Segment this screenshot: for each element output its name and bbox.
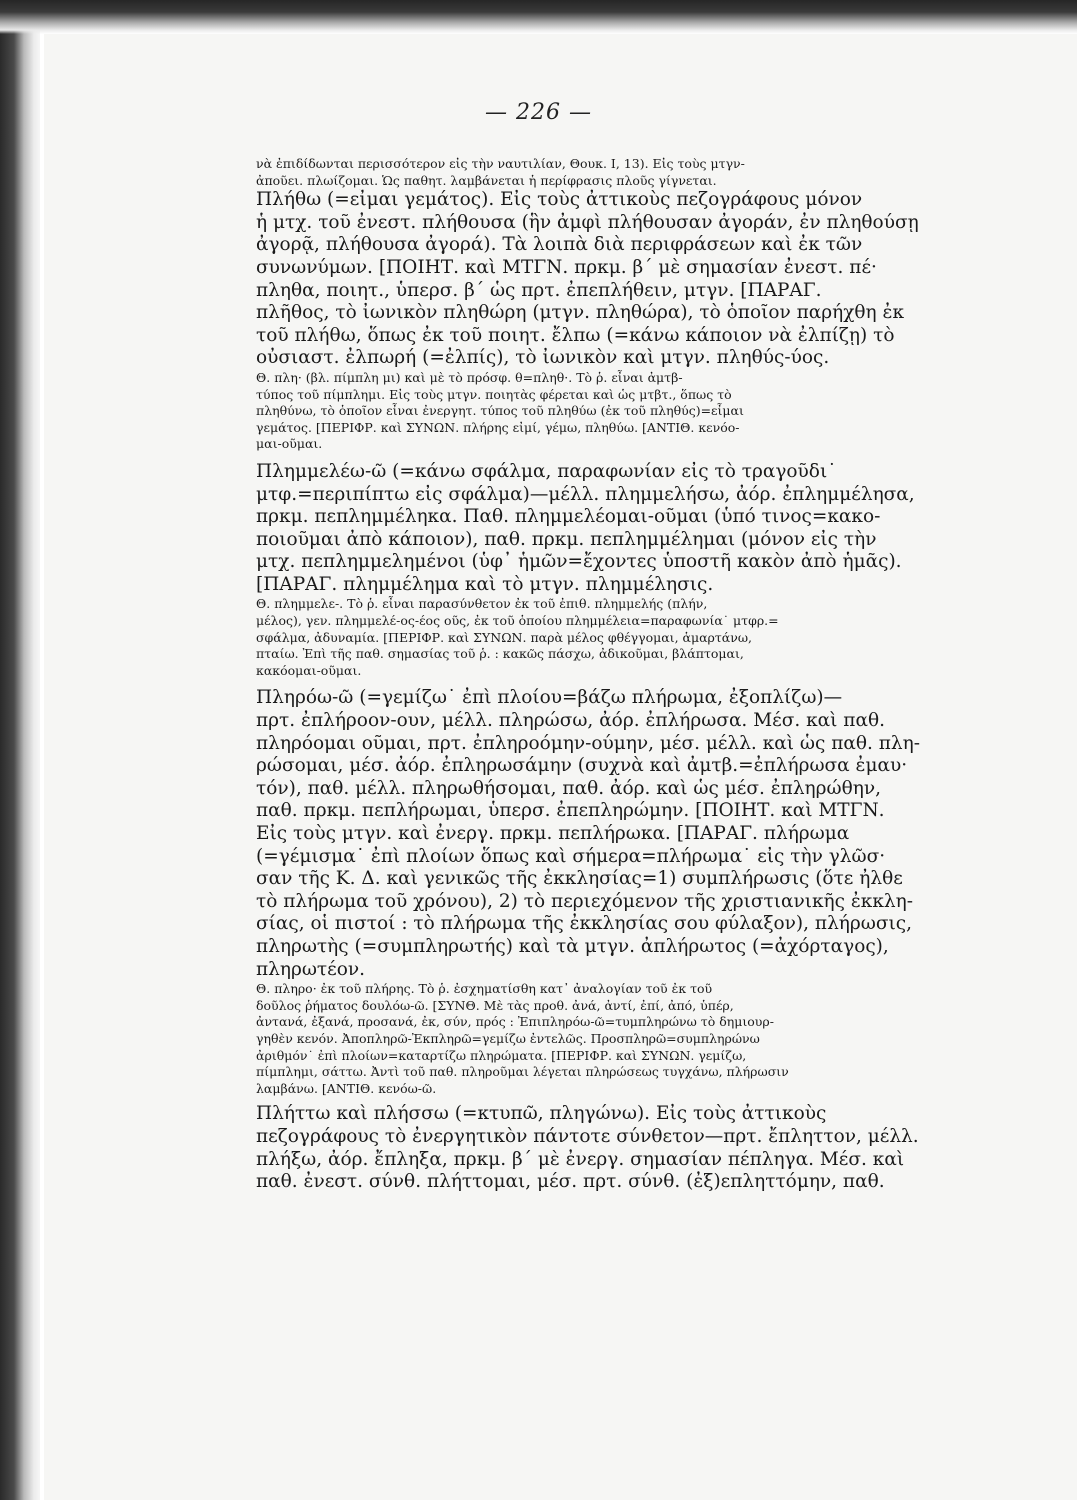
text-line: πληρωτὴς (=συμπληρωτής) καὶ τὰ μτγν. ἀπλήρωτος (=ἀχόρταγος), [256, 935, 889, 957]
text-line: πεζογράφους τὸ ἐνεργητικὸν πάντοτε σύνθετον—πρτ. ἔπληττον, μέλλ. [256, 1125, 919, 1147]
text-line: ἀντανά, ἐξανά, προσανά, ἐκ, σύν, πρός : Ἐπιπληρόω-ῶ=τυμπληρώνω τὸ δημιουρ- [256, 1014, 774, 1030]
text-line: πρκμ. πεπλημμέληκα. Παθ. πλημμελέομαι-οῦμαι (ὑπό τινος=κακο- [256, 506, 881, 528]
page-number: — 226 — [485, 100, 592, 125]
text-line: ποιοῦμαι ἀπὸ κάποιον), παθ. πρκμ. πεπλημμέλημαι (μόνον εἰς τὴν [256, 528, 877, 550]
text-line: πληθύνω, τὸ ὁποῖον εἶναι ἐνεργητ. τύπος τοῦ πληθύω (ἐκ τοῦ πληθύς)=εἶμαι [256, 403, 744, 419]
text-line: γεμάτος. [ΠΕΡΙΦΡ. καὶ ΣΥΝΩΝ. πλήρης εἰμί, γέμω, πληθύω. [ΑΝΤΙΘ. κενόο- [256, 419, 740, 435]
text-line: Πληρόω-ῶ (=γεμίζω˙ ἐπὶ πλοίου=βάζω πλήρωμα, ἐξοπλίζω)— [256, 687, 843, 709]
text-line: Θ. πληρο· ἐκ τοῦ πλήρης. Τὸ ῥ. ἐσχηματίσθη κατ᾽ ἀναλογίαν τοῦ ἐκ τοῦ [256, 981, 713, 997]
text-line: πταίω. Ἐπὶ τῆς παθ. σημασίας τοῦ ῥ. : κακῶς πάσχω, ἀδικοῦμαι, βλάπτομαι, [256, 646, 744, 662]
text-line: πληρόομαι οῦμαι, πρτ. ἐπληροόμην-ούμην, μέσ. μέλλ. καὶ ὡς παθ. πλη- [256, 732, 920, 754]
text-line: Πλήθω (=εἶμαι γεμάτος). Εἰς τοὺς ἀττικοὺς πεζογράφους μόνον [256, 189, 863, 211]
text-line: Πλήττω καὶ πλήσσω (=κτυπῶ, πληγώνω). Εἰς τοὺς ἀττικοὺς [256, 1103, 827, 1125]
text-line: μτχ. πεπλημμελημένοι (ὑφ᾽ ἡμῶν=ἔχοντες ὑποστῆ κακὸν ἀπὸ ἡμᾶς). [256, 551, 902, 573]
text-line: κακόομαι-οῦμαι. [256, 662, 362, 678]
text-line: (=γέμισμα˙ ἐπὶ πλοίων ὅπως καὶ σήμερα=πλήρωμα˙ εἰς τὴν γλῶσ· [256, 845, 886, 867]
text-line: ἀριθμόν˙ ἐπὶ πλοίων=καταρτίζω πληρώματα. [ΠΕΡΙΦΡ. καὶ ΣΥΝΩΝ. γεμίζω, [256, 1047, 747, 1063]
entry-spacer [256, 679, 1072, 687]
text-line: πρτ. ἐπλήροον-ουν, μέλλ. πληρώσω, ἀόρ. ἐπλήρωσα. Μέσ. καὶ παθ. [256, 710, 885, 732]
text-line: πληθα, ποιητ., ὑπερσ. β΄ ὡς πρτ. ἐπεπλήθειν, μτγν. [ΠΑΡΑΓ. [256, 279, 822, 301]
text-line: [ΠΑΡΑΓ. πλημμέλημα καὶ τὸ μτγν. πλημμέλησις. [256, 573, 714, 595]
text-line: Εἰς τοὺς μτγν. καὶ ἐνεργ. πρκμ. πεπλήρωκα. [ΠΑΡΑΓ. πλήρωμα [256, 823, 850, 844]
text-line: πλῆθος, τὸ ἰωνικὸν πληθώρη (μτγν. πληθώρα), τὸ ὁποῖον παρήχθη ἐκ [256, 302, 905, 324]
text-line: ἀγορᾷ, πλήθουσα ἀγορά). Τὰ λοιπὰ διὰ περιφράσεων καὶ ἐκ τῶν [256, 234, 863, 256]
text-line: σφάλμα, ἀδυναμία. [ΠΕΡΙΦΡ. καὶ ΣΥΝΩΝ. παρὰ μέλος φθέγγομαι, ἁμαρτάνω, [256, 629, 752, 645]
entry-spacer [256, 453, 1072, 461]
scan-left-edge [0, 0, 40, 1500]
text-line: γηθὲν κενόν. Ἀποπληρῶ-Ἐκπληρῶ=γεμίζω ἐντελῶς. Προσπληρῶ=συμπληρώνω [256, 1030, 760, 1046]
text-line: τὸ πλήρωμα τοῦ χρόνου), 2) τὸ περιεχόμενον τῆς χριστιανικῆς ἐκκλη- [256, 890, 913, 912]
text-line: τοῦ πλήθω, ὅπως ἐκ τοῦ ποιητ. ἔλπω (=κάνω κάποιον νὰ ἐλπίζῃ) τὸ [256, 324, 895, 346]
text-line: μέλος), γεν. πλημμελέ-ος-έος οῦς, ἐκ τοῦ ὁποίου πλημμέλεια=παραφωνία˙ μτφρ.= [256, 613, 779, 629]
text-line: τύπος τοῦ πίμπλημι. Εἰς τοὺς μτγν. ποιητὰς φέρεται καὶ ὡς μτβτ., ὅπως τὸ [256, 386, 732, 402]
dictionary-text-body [256, 156, 1072, 1194]
text-line: δοῦλος ῥήματος δουλόω-ῶ. [ΣΥΝΘ. Μὲ τὰς προθ. ἀνά, ἀντί, ἐπί, ἀπό, ὑπέρ, [256, 997, 734, 1013]
text-line: παθ. πρκμ. πεπλήρωμαι, ὑπερσ. ἐπεπληρώμην. [ΠΟΙΗΤ. καὶ ΜΤΓΝ. [256, 800, 885, 822]
text-line: οὐσιαστ. ἐλπωρή (=ἐλπίς), τὸ ἰωνικὸν καὶ μτγν. πληθύς-ύος. [256, 347, 830, 369]
text-line: τόν), παθ. μέλλ. πληρωθήσομαι, παθ. ἀόρ. καὶ ὡς μέσ. ἐπληρώθην, [256, 777, 881, 799]
text-line: Θ. πλημμελε-. Τὸ ῥ. εἶναι παρασύνθετον ἐκ τοῦ ἐπιθ. πλημμελής (πλήν, [256, 596, 708, 612]
text-line: συνωνύμων. [ΠΟΙΗΤ. καὶ ΜΤΓΝ. πρκμ. β΄ μὲ σημασίαν ἐνεστ. πέ· [256, 256, 877, 278]
text-line: μτφ.=περιπίπτω εἰς σφάλμα)—μέλλ. πλημμελήσω, ἀόρ. ἐπλημμέλησα, [256, 483, 915, 505]
scan-top-edge [0, 0, 1077, 34]
text-line: πίμπλημι, σάττω. Ἀντὶ τοῦ παθ. πληροῦμαι λέγεται πληρώσεως τυγχάνω, πλήρωσιν [256, 1064, 789, 1080]
text-line: πλήξω, ἀόρ. ἔπληξα, πρκμ. β΄ μὲ ἐνεργ. σημασίαν πέπληγα. Μέσ. καὶ [256, 1148, 905, 1170]
text-line: ρώσομαι, μέσ. ἀόρ. ἐπληρωσάμην (συχνὰ καὶ ἀμτβ.=ἐπλήρωσα ἐμαυ· [256, 755, 908, 777]
text-line: σίας, οἱ πιστοί : τὸ πλήρωμα τῆς ἐκκλησίας σου φύλαξον), πλήρωσις, [256, 913, 912, 935]
text-line: Πλημμελέω-ῶ (=κάνω σφάλμα, παραφωνίαν εἰς τὸ τραγοῦδι˙ [256, 460, 837, 482]
text-line: νὰ ἐπιδίδωνται περισσότερον εἰς τὴν ναυτιλίαν, Θουκ. Ι, 13). Εἰς τοὺς μτγν- [256, 156, 745, 171]
text-line: ἀποῦει. πλωίζομαι. Ὡς παθητ. λαμβάνεται ἡ περίφρασις πλοῦς γίγνεται. [256, 172, 717, 188]
text-line: λαμβάνω. [ΑΝΤΙΘ. κενόω-ῶ. [256, 1080, 437, 1096]
text-line: σαν τῆς Κ. Δ. καὶ γενικῶς τῆς ἐκκλησίας=1) συμπλήρωσις (ὅτε ἦλθε [256, 868, 903, 890]
text-line: πληρωτέον. [256, 958, 366, 980]
text-line: παθ. ἐνεστ. σύνθ. πλήττομαι, μέσ. πρτ. σύνθ. (ἐξ)επληττόμην, παθ. [256, 1171, 885, 1193]
text-line: ἡ μτχ. τοῦ ἐνεστ. πλήθουσα (ἣν ἀμφὶ πλήθουσαν ἀγοράν, ἐν πληθούσῃ [256, 211, 919, 233]
text-line: Θ. πλη· (βλ. πίμπλη μι) καὶ μὲ τὸ πρόσφ. θ=πληθ·. Τὸ ῥ. εἶναι ἀμτβ- [256, 369, 683, 385]
text-line: μαι-οῦμαι. [256, 436, 323, 452]
